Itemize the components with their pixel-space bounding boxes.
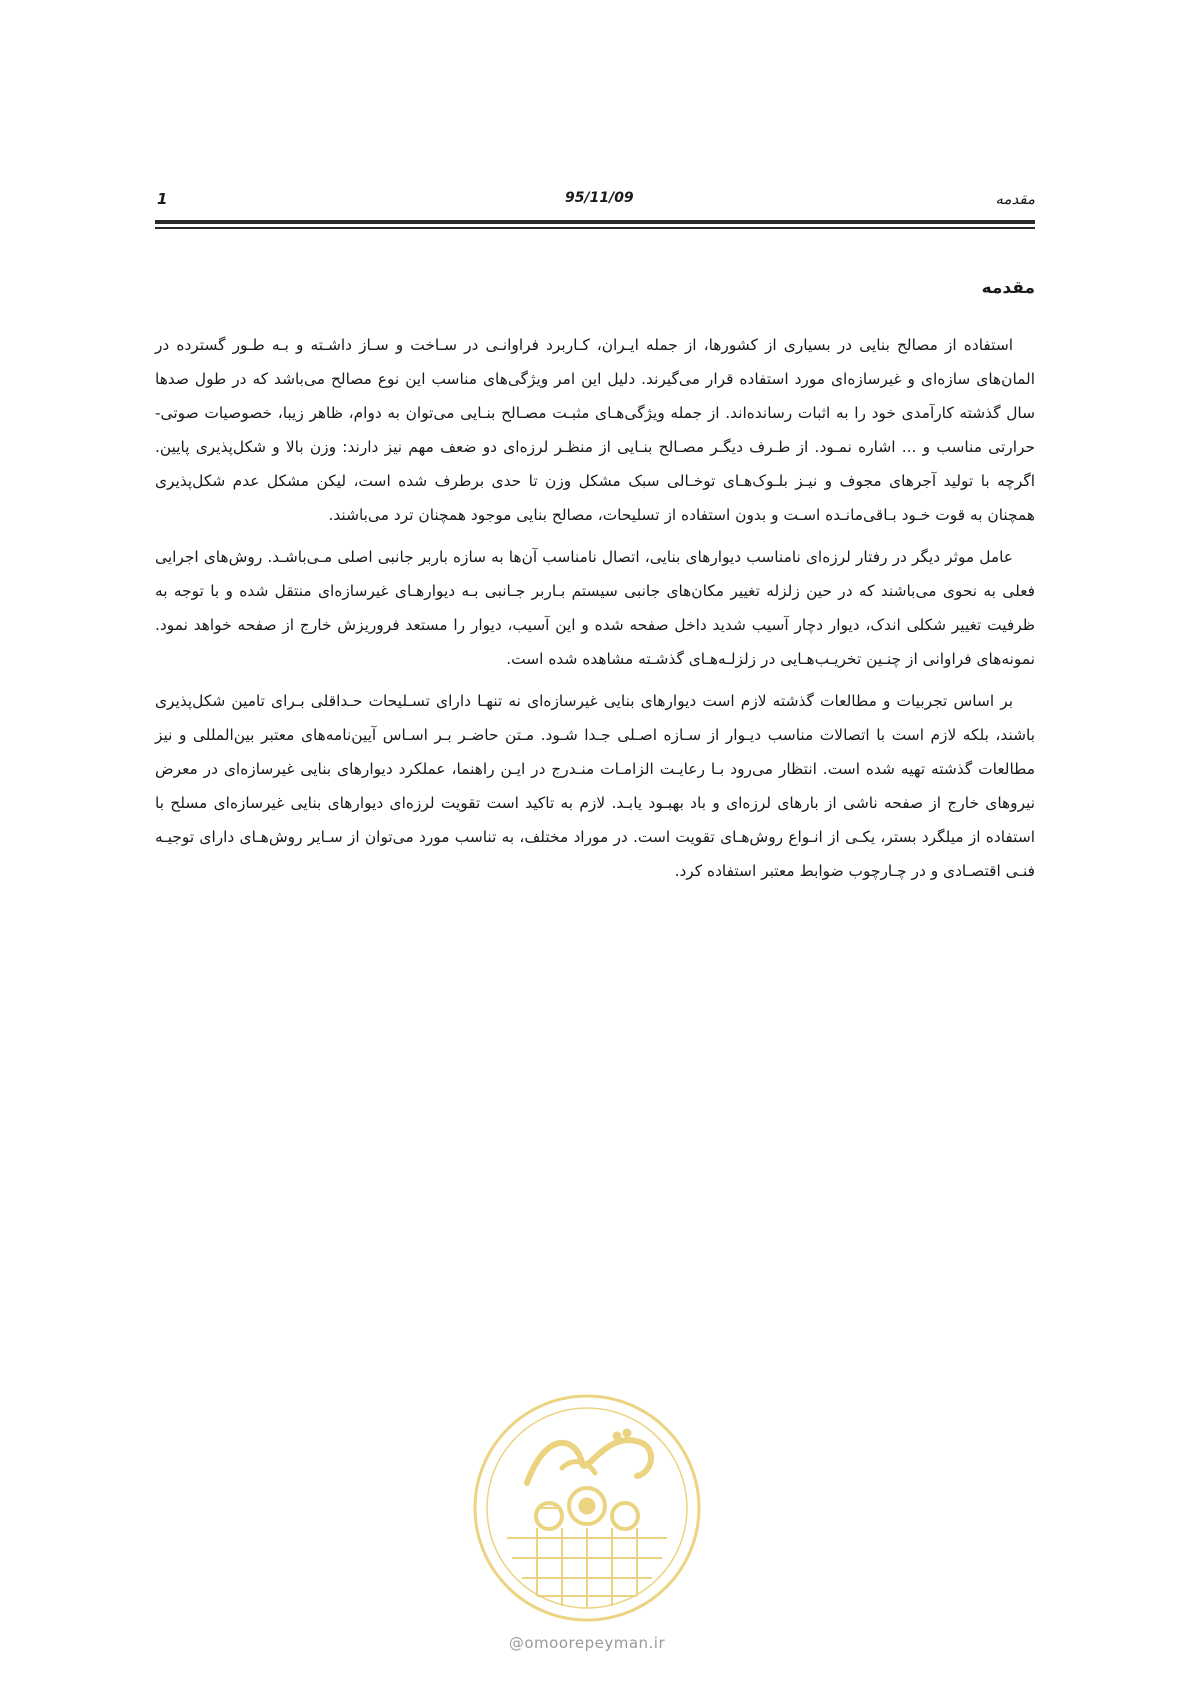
paragraph-2: عامل موثر دیگر در رفتار لرزه‌ای نامناسب دیوارهای بنایی، اتصال نامناسب آن‌ها به سازه باربر جانبی اصلی مـی‌باشـد. روش‌های اجرایی فعلی به نحوی می‌باشند که در حین زلزله تغییر مکان‌های جانبی سیستم بـاربر جـانبی بـه دیوارهـای غیرسازه‌ای منتقل شده و با توجه به ظرفیت تغییر شکلی اندک، دیوار دچار آسیب شدید داخل صفحه شده و این آسیب، دیوار را مستعد فروریزش خارج از صفحه خواهد نمود. نمونه‌های فراوانی از چنـین تخریـب‌هـایی در زلزلـه‌هـای گذشـته مشاهده شده است. (155, 548, 1035, 668)
running-header-date: 95/11/09 (565, 190, 634, 206)
paragraph-3: بر اساس تجربیات و مطالعات گذشته لازم است دیوارهای بنایی غیرسازه‌ای نه تنهـا دارای تسـلیحات حـداقلی بـرای تامین شکل‌پذیری باشند، بلکه لازم است با اتصالات مناسب دیـوار از سـازه اصـلی جـدا شـود. مـتن حاضـر بـر اسـاس آیین‌نامه‌های معتبر بین‌المللی و نیز مطالعات گذشته تهیه شده است. انتظار می‌رود بـا رعایـت الزامـات منـدرج در ایـن راهنما، عملکرد دیوارهای بنایی غیرسازه‌ای در معرض نیروهای خارج از صفحه ناشی از بارهای لرزه‌ای و باد بهبـود یابـد. لازم به تاکید است تقویت لرزه‌ای دیوارهای بنایی غیرسازه‌ای مسلح با استفاده از میلگرد بستر، یکـی از انـواع روش‌هـای تقویت است. در موراد مختلف، به تناسب مورد می‌توان از سـایر روش‌هـای دارای توجیـه فنـی اقتصـادی و در چـارچوب ضوابط معتبر استفاده کرد. (155, 692, 1035, 880)
running-header-section: مقدمه (995, 190, 1035, 208)
seal-logo-icon (467, 1388, 707, 1628)
page-header (155, 190, 1035, 212)
document-body (155, 278, 1035, 896)
header-rule-thin (155, 227, 1035, 229)
section-heading: مقدمه (981, 278, 1035, 298)
page-number: 1 (157, 190, 168, 208)
header-rule-thick (155, 220, 1035, 224)
watermark-caption: @omoorepeyman.ir (508, 1634, 666, 1652)
paragraph-1: استفاده از مصالح بنایی در بسیاری از کشورها، از جمله ایـران، کـاربرد فراوانـی در سـاخت و سـاز داشـته و بـه طـور گسترده در المان‌های سازه‌ای و غیرسازه‌ای مورد استفاده قرار می‌گیرند. دلیل این امر ویژگی‌های مناسب این نوع مصالح می‌باشد که در طول صدها سال گذشته کارآمدی خود را به اثبات رسانده‌اند. از جمله ویژگی‌هـای مثبـت مصـالح بنـایی می‌توان به دوام، ظاهر زیبا، خصوصیات صوتی- حرارتی مناسب و ... اشاره نمـود. از طـرف دیگـر مصـالح بنـایی از منظـر لرزه‌ای دو ضعف مهم نیز دارند: وزن بالا و شکل‌پذیری پایین. اگرچه با تولید آجرهای مجوف و نیـز بلـوک‌هـای توخـالی سبک مشکل وزن تا حدی برطرف شده است، لیکن مشکل عدم شکل‌پذیری همچنان به قوت خـود بـاقی‌مانـده اسـت و بدون استفاده از تسلیحات، مصالح بنایی موجود همچنان ترد می‌باشند. (155, 336, 1035, 524)
